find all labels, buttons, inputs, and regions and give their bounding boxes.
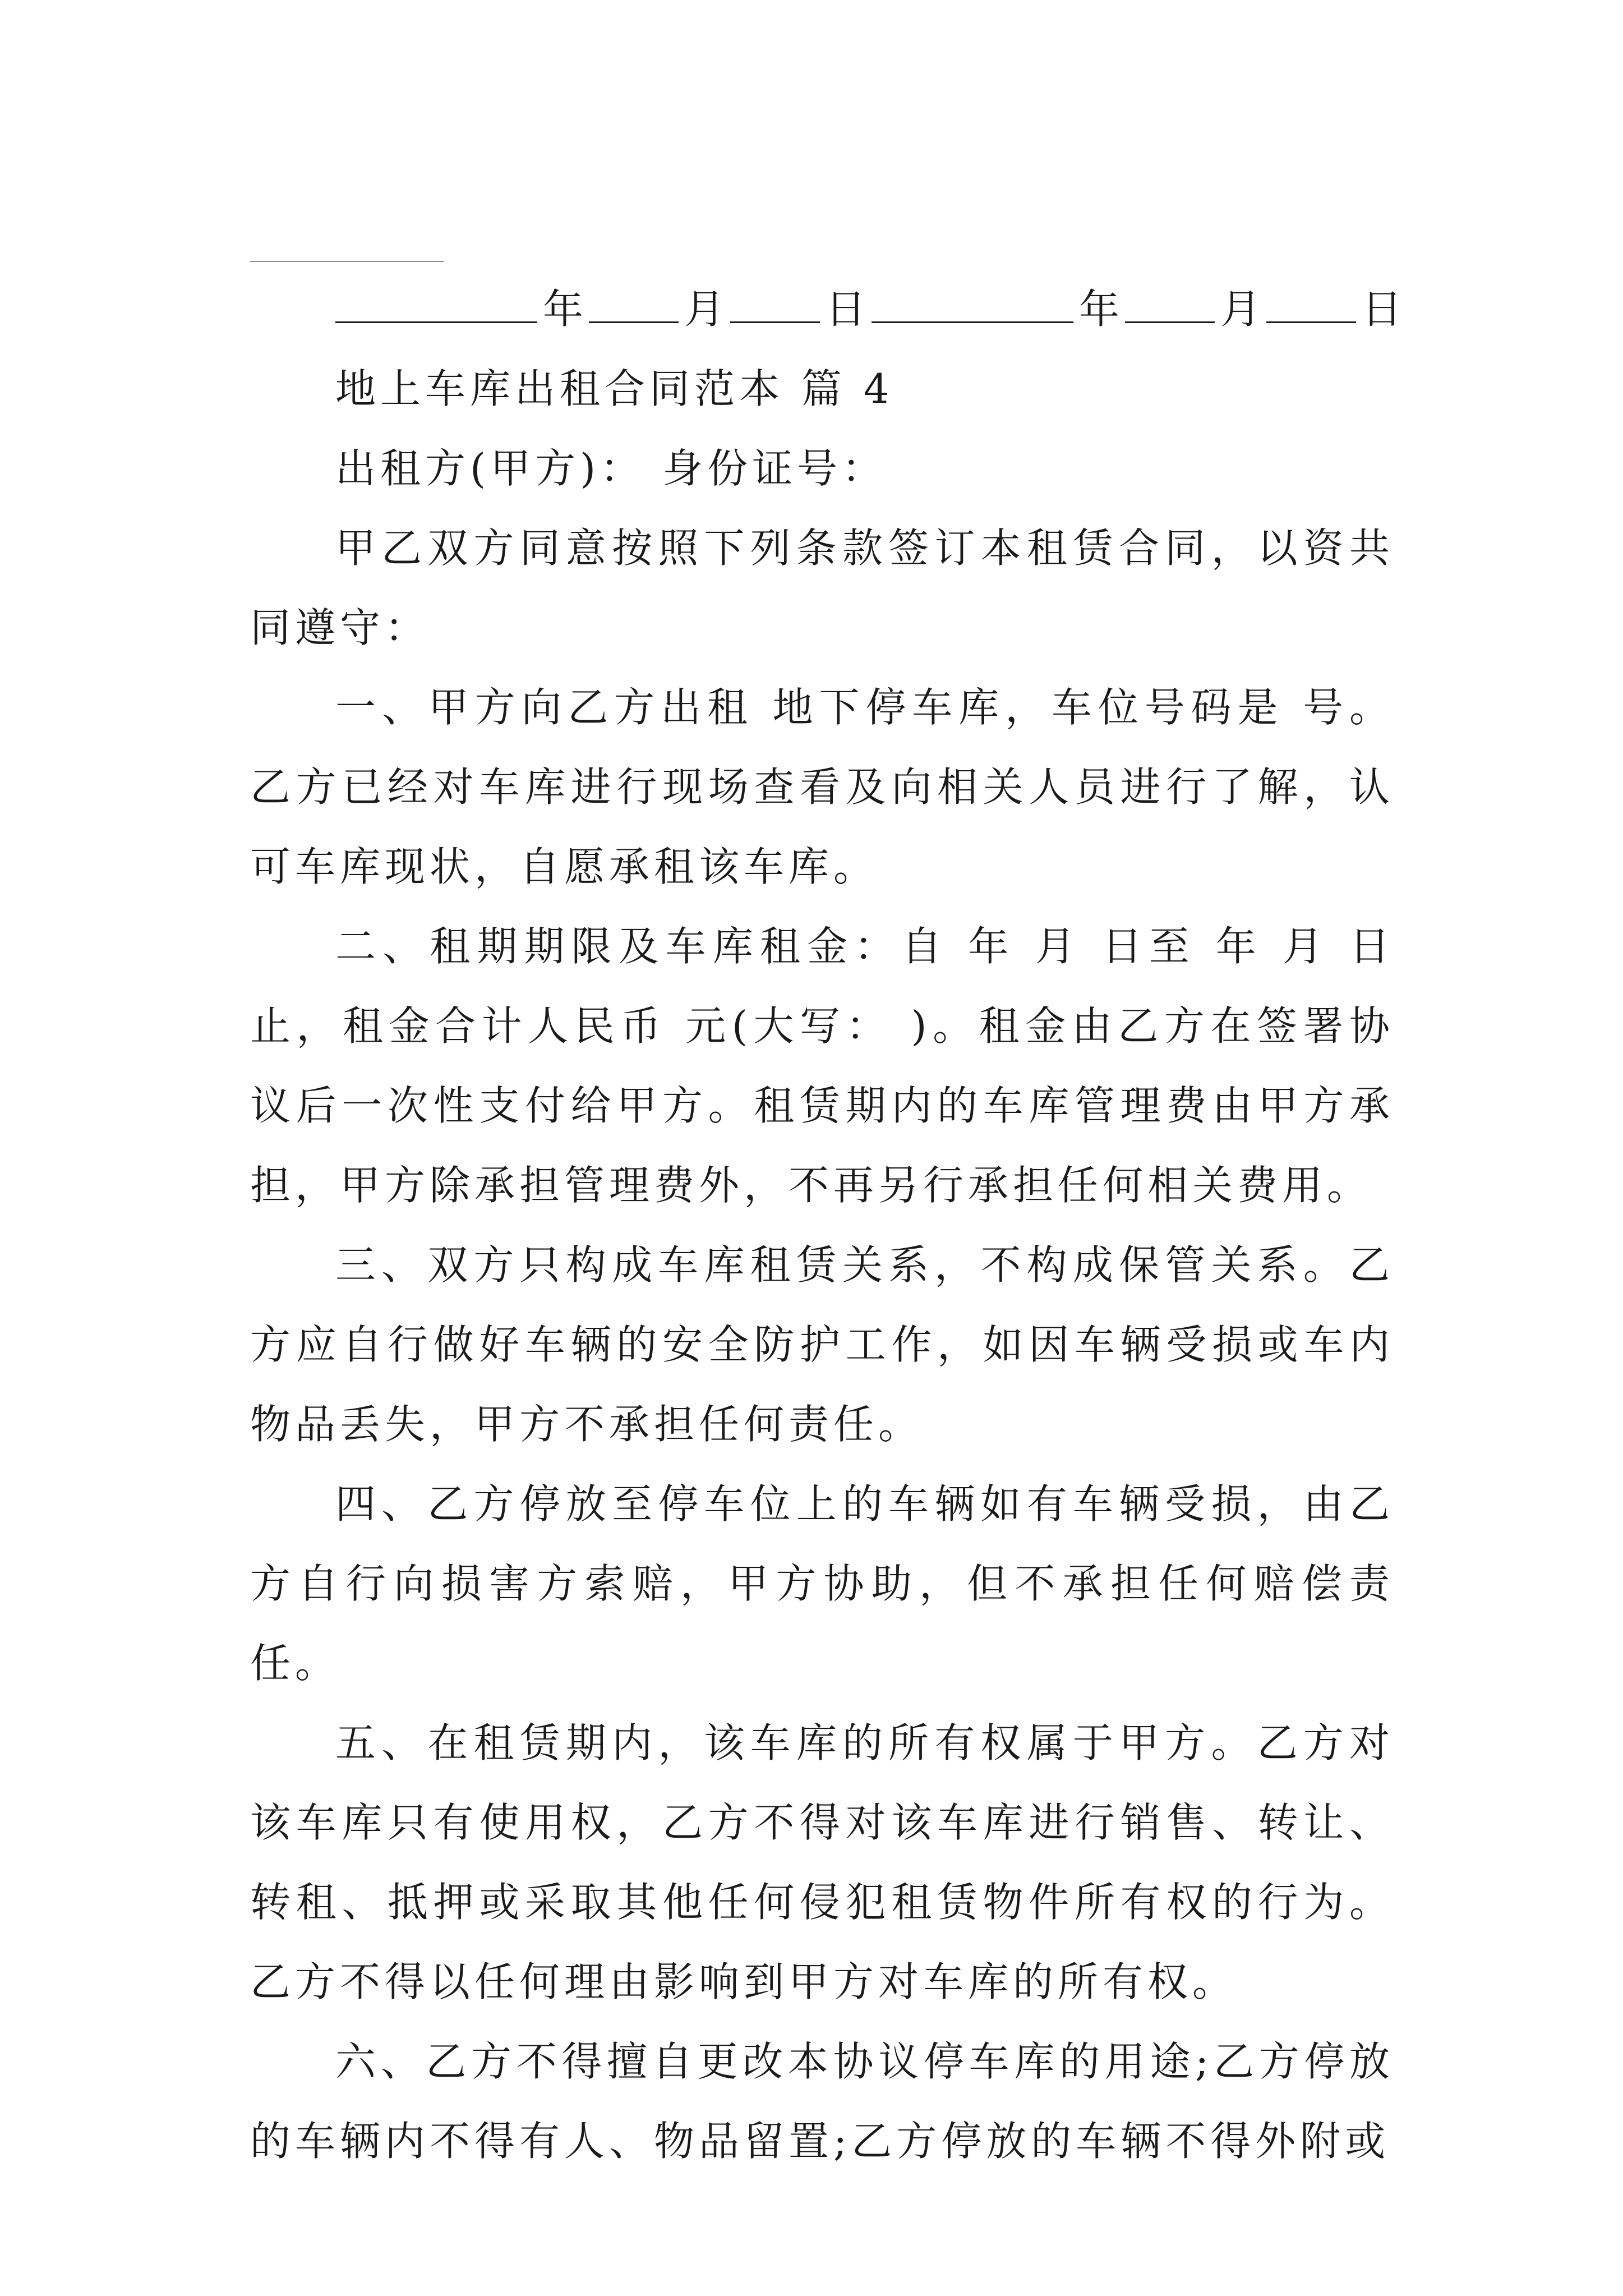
- clause-text: 四、乙方停放至停车位上的车辆如有车辆受损，由乙方自行向损害方索赔，甲方协助，但不承担任何赔偿责任。: [250, 1480, 1394, 1687]
- clause-1: [250, 668, 1394, 907]
- intro-text: 甲乙双方同意按照下列条款签订本租赁合同，以资共同遵守：: [250, 524, 1394, 651]
- signature-date-line: [250, 269, 1403, 349]
- month-blank-2: [1125, 288, 1215, 323]
- clause-text: 三、双方只构成车库租赁关系，不构成保管关系。乙方应自行做好车辆的安全防护工作，如因车辆受损或车内物品丢失，甲方不承担任何责任。: [250, 1241, 1394, 1448]
- clause-6: [250, 2022, 1394, 2181]
- intro-paragraph: [250, 508, 1394, 668]
- clause-text: 五、在租赁期内，该车库的所有权属于甲方。乙方对该车库只有使用权，乙方不得对该车库进行销售、转让、转租、抵押或采取其他任何侵犯租赁物件所有权的行为。乙方不得以任何理由影响到甲方对车库的所有权。: [250, 1719, 1394, 2005]
- contract-title-paragraph: [250, 349, 1394, 429]
- lessor-line: 出租方(甲方)： 身份证号：: [335, 445, 887, 492]
- clause-5: [250, 1703, 1394, 2022]
- clause-4: [250, 1464, 1394, 1703]
- clause-text: 一、甲方向乙方出租 地下停车库，车位号码是 号。乙方已经对车库进行现场查看及向相关人员进行了解，认可车库现状，自愿承租该车库。: [250, 684, 1394, 890]
- day-blank-2: [1266, 288, 1356, 323]
- clause-text: 二、租期期限及车库租金：自 年 月 日至 年 月 日止，租金合计人民币 元(大写： )。租金由乙方在签署协议后一次性支付给甲方。租赁期内的车库管理费由甲方承担，甲方除承担管理费外，不再另行承担任何相关费用。: [250, 923, 1394, 1209]
- year-blank: [335, 288, 537, 323]
- year-blank-2: [872, 288, 1073, 323]
- top-divider: [250, 261, 444, 262]
- contract-title: 地上车库出租合同范本 篇 4: [335, 365, 894, 412]
- month-blank: [589, 288, 679, 323]
- day-label-2: 日: [1362, 286, 1403, 333]
- lessor-paragraph: [250, 429, 1394, 508]
- day-label: 日: [826, 286, 866, 333]
- year-label-2: 年: [1079, 286, 1120, 333]
- month-label-2: 月: [1220, 286, 1261, 333]
- year-label: 年: [543, 286, 584, 333]
- clause-text: 六、乙方不得擅自更改本协议停车库的用途;乙方停放的车辆内不得有人、物品留置;乙方停放的车辆不得外附或: [250, 2038, 1394, 2165]
- document-body: [250, 269, 1403, 2181]
- month-label: 月: [684, 286, 725, 333]
- day-blank: [730, 288, 820, 323]
- clause-2: [250, 907, 1394, 1225]
- clause-3: [250, 1225, 1394, 1464]
